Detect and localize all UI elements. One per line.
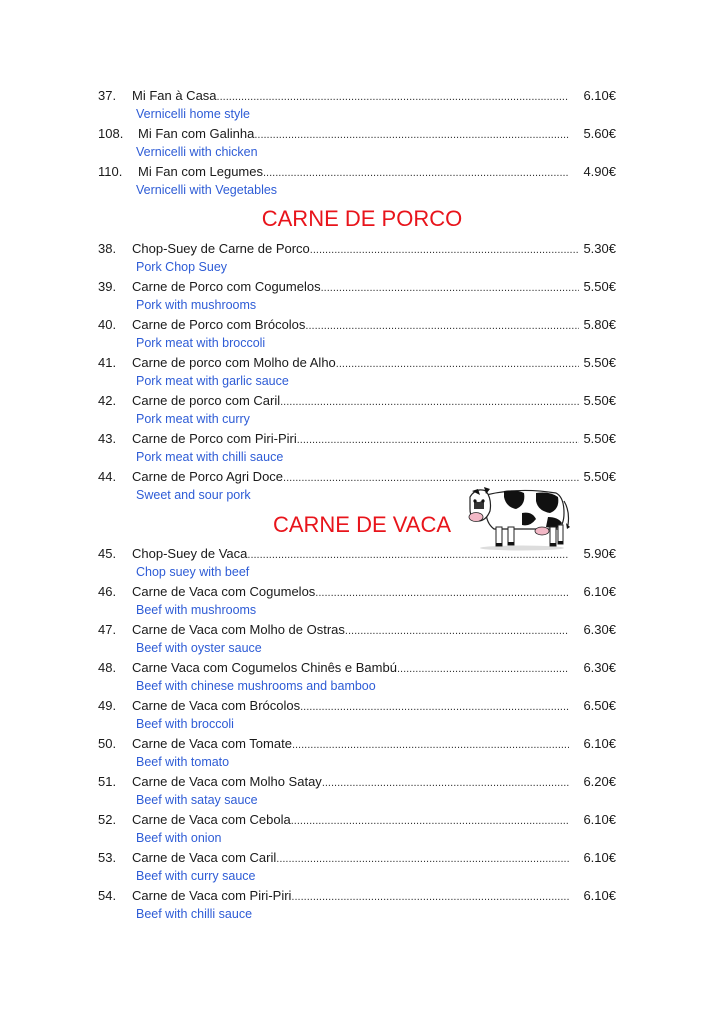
menu-item-row bbox=[98, 888, 616, 906]
item-price: 5.90€ bbox=[583, 546, 616, 561]
dot-leader bbox=[276, 853, 569, 865]
menu-item bbox=[0, 393, 724, 431]
item-price: 5.30€ bbox=[583, 241, 616, 256]
item-translation: Beef with oyster sauce bbox=[136, 641, 262, 655]
menu-item bbox=[0, 622, 724, 660]
dot-leader bbox=[297, 434, 580, 446]
item-translation: Beef with chinese mushrooms and bamboo bbox=[136, 679, 376, 693]
item-number: 108. bbox=[98, 126, 124, 141]
item-name: Mi Fan à Casa bbox=[132, 88, 217, 103]
menu-item-row bbox=[98, 850, 616, 868]
menu-item-row bbox=[98, 698, 616, 716]
item-translation: Vernicelli with Vegetables bbox=[136, 183, 278, 197]
item-translation: Pork with mushrooms bbox=[136, 298, 257, 312]
menu-item bbox=[0, 126, 724, 164]
dot-leader bbox=[322, 777, 570, 789]
dot-leader bbox=[217, 91, 570, 103]
item-name: Carne de Vaca com Brócolos bbox=[132, 698, 301, 713]
item-name: Carne de Porco com Brócolos bbox=[132, 317, 306, 332]
menu-item-row bbox=[98, 88, 616, 106]
menu-item bbox=[0, 888, 724, 926]
menu-item-row bbox=[98, 126, 616, 144]
item-translation: Beef with chilli sauce bbox=[136, 907, 253, 921]
item-number: 42. bbox=[98, 393, 117, 408]
item-number: 51. bbox=[98, 774, 117, 789]
dot-leader bbox=[397, 663, 570, 675]
item-price: 5.50€ bbox=[583, 469, 616, 484]
menu-item bbox=[0, 850, 724, 888]
item-price: 6.10€ bbox=[583, 88, 616, 103]
menu-item bbox=[0, 660, 724, 698]
item-translation: Beef with mushrooms bbox=[136, 603, 257, 617]
item-translation: Beef with tomato bbox=[136, 755, 230, 769]
menu-item-row bbox=[98, 736, 616, 754]
item-translation: Pork meat with garlic sauce bbox=[136, 374, 289, 388]
item-price: 6.30€ bbox=[583, 660, 616, 675]
item-price: 5.50€ bbox=[583, 355, 616, 370]
dot-leader bbox=[336, 358, 580, 370]
dot-leader bbox=[310, 244, 580, 256]
item-price: 6.20€ bbox=[583, 774, 616, 789]
item-number: 110. bbox=[98, 164, 123, 179]
item-number: 52. bbox=[98, 812, 117, 827]
menu-item bbox=[0, 546, 724, 584]
item-price: 5.50€ bbox=[583, 431, 616, 446]
item-price: 6.10€ bbox=[583, 736, 616, 751]
dot-leader bbox=[291, 815, 570, 827]
item-number: 37. bbox=[98, 88, 117, 103]
dot-leader bbox=[292, 739, 570, 751]
menu-item-row bbox=[98, 622, 616, 640]
menu-item bbox=[0, 774, 724, 812]
item-name: Chop-Suey de Vaca bbox=[132, 546, 248, 561]
menu-item-row bbox=[98, 164, 616, 182]
item-name: Carne de Vaca com Cebola bbox=[132, 812, 291, 827]
item-number: 43. bbox=[98, 431, 117, 446]
menu-item bbox=[0, 812, 724, 850]
menu-item bbox=[0, 698, 724, 736]
dot-leader bbox=[345, 625, 570, 637]
item-translation: Beef with onion bbox=[136, 831, 222, 845]
cow-icon bbox=[464, 481, 572, 551]
menu-item-row bbox=[98, 393, 616, 411]
item-number: 40. bbox=[98, 317, 117, 332]
item-name: Carne de Vaca com Cogumelos bbox=[132, 584, 316, 599]
item-name: Carne de Vaca com Molho de Ostras bbox=[132, 622, 345, 637]
menu-item bbox=[0, 164, 724, 202]
dot-leader bbox=[247, 549, 569, 561]
item-translation: Pork meat with chilli sauce bbox=[136, 450, 284, 464]
menu-item bbox=[0, 317, 724, 355]
dot-leader bbox=[291, 891, 569, 903]
item-name: Carne de Porco com Piri-Piri bbox=[132, 431, 297, 446]
dot-leader bbox=[263, 167, 569, 179]
item-price: 5.80€ bbox=[583, 317, 616, 332]
menu-item-row bbox=[98, 812, 616, 830]
menu-item-row bbox=[98, 584, 616, 602]
item-translation: Sweet and sour pork bbox=[136, 488, 251, 502]
item-price: 5.60€ bbox=[583, 126, 616, 141]
menu-item bbox=[0, 279, 724, 317]
menu-item bbox=[0, 88, 724, 126]
menu-item-row bbox=[98, 546, 616, 564]
menu-item-row bbox=[98, 431, 616, 449]
item-name: Carne de Vaca com Caril bbox=[132, 850, 277, 865]
menu-item bbox=[0, 584, 724, 622]
menu-item bbox=[0, 431, 724, 469]
item-number: 39. bbox=[98, 279, 117, 294]
item-name: Carne de Vaca com Piri-Piri bbox=[132, 888, 292, 903]
item-translation: Pork meat with broccoli bbox=[136, 336, 266, 350]
item-number: 38. bbox=[98, 241, 117, 256]
item-translation: Beef with satay sauce bbox=[136, 793, 258, 807]
dot-leader bbox=[280, 396, 579, 408]
item-price: 6.30€ bbox=[583, 622, 616, 637]
item-name: Carne de porco com Molho de Alho bbox=[132, 355, 336, 370]
item-translation: Chop suey with beef bbox=[136, 565, 250, 579]
item-translation: Pork meat with curry bbox=[136, 412, 250, 426]
item-number: 47. bbox=[98, 622, 117, 637]
menu-item-row bbox=[98, 355, 616, 373]
menu-item bbox=[0, 736, 724, 774]
item-price: 6.10€ bbox=[583, 850, 616, 865]
item-number: 48. bbox=[98, 660, 117, 675]
item-price: 6.50€ bbox=[583, 698, 616, 713]
item-price: 4.90€ bbox=[583, 164, 616, 179]
item-name: Carne de Porco Agri Doce bbox=[132, 469, 284, 484]
dot-leader bbox=[315, 587, 569, 599]
menu-item bbox=[0, 241, 724, 279]
item-number: 53. bbox=[98, 850, 117, 865]
menu-item-row bbox=[98, 241, 616, 259]
item-translation: Vernicelli with chicken bbox=[136, 145, 258, 159]
item-name: Mi Fan com Legumes bbox=[138, 164, 263, 179]
item-name: Mi Fan com Galinha bbox=[138, 126, 255, 141]
menu-item-row bbox=[98, 660, 616, 678]
item-name: Carne de Vaca com Tomate bbox=[132, 736, 292, 751]
item-name: Carne de porco com Caril bbox=[132, 393, 281, 408]
item-translation: Pork Chop Suey bbox=[136, 260, 228, 274]
item-translation: Beef with broccoli bbox=[136, 717, 234, 731]
item-name: Carne de Porco com Cogumelos bbox=[132, 279, 321, 294]
item-name: Chop-Suey de Carne de Porco bbox=[132, 241, 310, 256]
dot-leader bbox=[300, 701, 569, 713]
item-price: 5.50€ bbox=[583, 279, 616, 294]
menu-item-row bbox=[98, 279, 616, 297]
item-number: 41. bbox=[98, 355, 117, 370]
item-number: 54. bbox=[98, 888, 117, 903]
menu-item bbox=[0, 355, 724, 393]
menu-item-row bbox=[98, 774, 616, 792]
item-price: 6.10€ bbox=[583, 812, 616, 827]
section-heading-vaca: CARNE DE VACA bbox=[272, 512, 452, 537]
item-number: 44. bbox=[98, 469, 117, 484]
item-translation: Vernicelli home style bbox=[136, 107, 250, 121]
menu-item bbox=[0, 469, 724, 507]
item-translation: Beef with curry sauce bbox=[136, 869, 256, 883]
item-number: 49. bbox=[98, 698, 117, 713]
menu-item-row bbox=[98, 317, 616, 335]
section-heading-porco: CARNE DE PORCO bbox=[261, 206, 463, 231]
dot-leader bbox=[254, 129, 569, 141]
item-number: 46. bbox=[98, 584, 117, 599]
dot-leader bbox=[305, 320, 579, 332]
item-number: 50. bbox=[98, 736, 117, 751]
dot-leader bbox=[321, 282, 580, 294]
item-price: 6.10€ bbox=[583, 888, 616, 903]
item-name: Carne Vaca com Cogumelos Chinês e Bambú bbox=[132, 660, 397, 675]
item-name: Carne de Vaca com Molho Satay bbox=[132, 774, 322, 789]
item-price: 6.10€ bbox=[583, 584, 616, 599]
item-price: 5.50€ bbox=[583, 393, 616, 408]
item-number: 45. bbox=[98, 546, 117, 561]
